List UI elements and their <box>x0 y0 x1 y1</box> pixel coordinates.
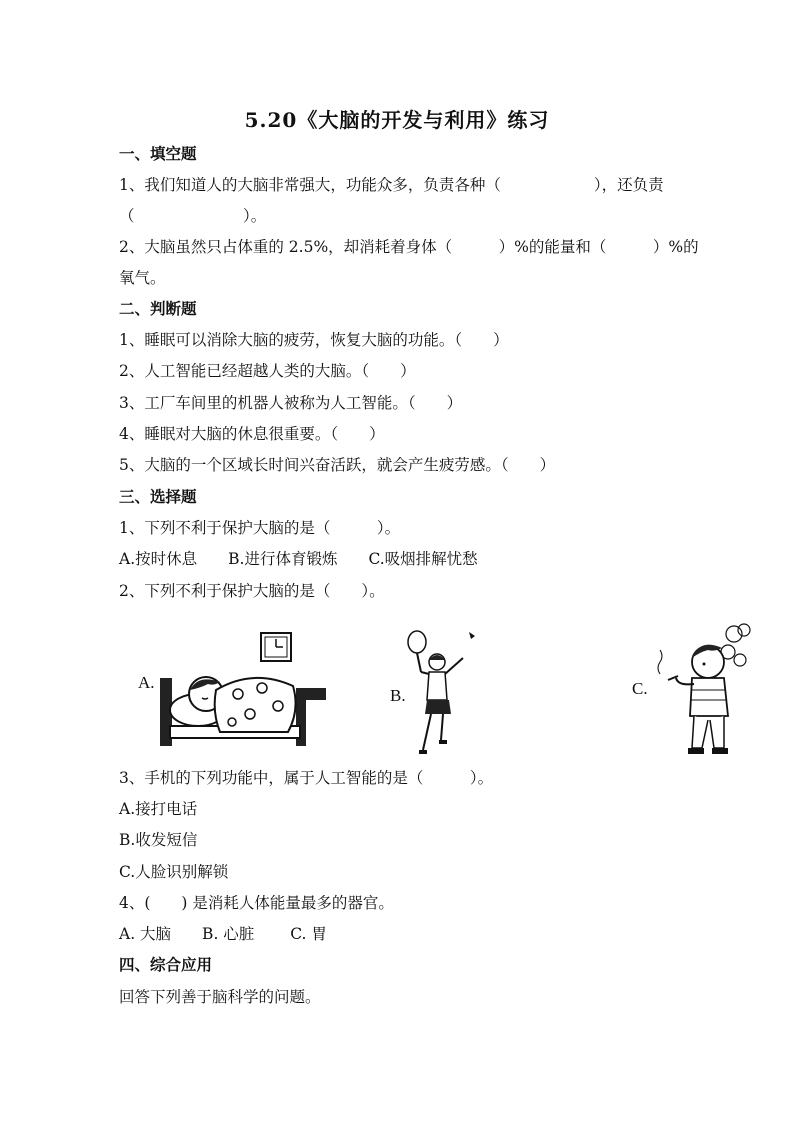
question-text: 1、我们知道人的大脑非常强大，功能众多，负责各种（ ），还负责 <box>119 176 664 194</box>
question-text: 氧气。 <box>119 269 166 287</box>
option-c: C.人脸识别解锁 <box>119 863 229 881</box>
option-a: A.接打电话 <box>119 800 198 818</box>
figure-label-b: B. <box>390 686 406 705</box>
list-item: 2、人工智能已经超越人类的大脑。（ ） <box>119 362 416 380</box>
figure-label-c: C. <box>632 679 648 698</box>
list-item: 4、睡眠对大脑的休息很重要。（ ） <box>119 425 385 443</box>
section-heading-application: 四、综合应用 <box>119 955 213 974</box>
question-text: 2、大脑虽然只占体重的 2.5%，却消耗着身体（ ）%的能量和（ ）%的 <box>119 238 699 256</box>
badminton-player-figure <box>405 628 485 758</box>
boy-smoking-figure <box>650 620 754 760</box>
list-item: 1、睡眠可以消除大脑的疲劳，恢复大脑的功能。（ ） <box>119 331 509 349</box>
section-heading-fill-blank: 一、填空题 <box>119 144 197 163</box>
page-title: 5.20《大脑的开发与利用》练习 <box>244 108 550 132</box>
section-heading-choice: 三、选择题 <box>119 487 197 506</box>
list-item: 5、大脑的一个区域长时间兴奋活跃，就会产生疲劳感。（ ） <box>119 456 556 474</box>
section-heading-true-false: 二、判断题 <box>119 299 197 318</box>
question-text: 1、下列不利于保护大脑的是（ ）。 <box>119 519 401 537</box>
option-b: B.收发短信 <box>119 831 198 849</box>
question-text: 3、手机的下列功能中，属于人工智能的是（ ）。 <box>119 769 494 787</box>
sleeping-child-figure <box>158 630 328 750</box>
list-item: 3、工厂车间里的机器人被称为人工智能。（ ） <box>119 394 463 412</box>
question-options: A.按时休息 B.进行体育锻炼 C.吸烟排解忧愁 <box>119 550 478 568</box>
question-text: （ ）。 <box>119 207 267 225</box>
question-text: 4、( ) 是消耗人体能量最多的器官。 <box>119 894 394 912</box>
question-text: 回答下列善于脑科学的问题。 <box>119 988 321 1006</box>
question-options: A. 大脑 B. 心脏 C. 胃 <box>119 925 327 943</box>
question-text: 2、下列不利于保护大脑的是（ ）。 <box>119 582 385 600</box>
figure-label-a: A. <box>138 673 155 692</box>
